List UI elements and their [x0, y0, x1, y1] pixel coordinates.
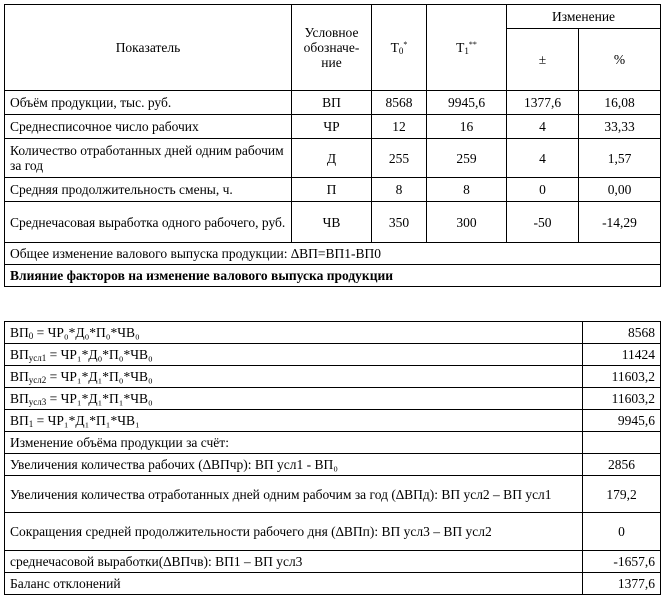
- balance-label: Баланс отклонений: [5, 573, 583, 595]
- row-t1: 16: [427, 115, 507, 139]
- factor-row: [5, 513, 661, 551]
- change-heading: Изменение объёма продукции за счёт:: [5, 432, 583, 454]
- row-name: Средняя продолжительность смены, ч.: [5, 178, 292, 202]
- table-row: [5, 91, 661, 115]
- formula-value: 9945,6: [583, 410, 661, 432]
- row-t1: 8: [427, 178, 507, 202]
- row-t0: 8: [372, 178, 427, 202]
- row-delta: 1377,6: [507, 91, 579, 115]
- formula-row: [5, 366, 661, 388]
- row-name: Среднесписочное число рабочих: [5, 115, 292, 139]
- formula-value: 11424: [583, 344, 661, 366]
- formula-value: 11603,2: [583, 388, 661, 410]
- header-percent: %: [579, 29, 661, 91]
- row-name: Количество отработанных дней одним рабочим за год: [5, 139, 292, 178]
- table-row: [5, 115, 661, 139]
- factor-row: [5, 476, 661, 513]
- row-name: Среднечасовая выработка одного рабочего, руб.: [5, 202, 292, 243]
- header-symbol: Условное обозначе-ние: [292, 5, 372, 91]
- row-t1: 300: [427, 202, 507, 243]
- factor-row: [5, 551, 661, 573]
- row-percent: 1,57: [579, 139, 661, 178]
- row-t0: 255: [372, 139, 427, 178]
- factors-heading: Влияние факторов на изменение валового выпуска продукции: [5, 265, 661, 287]
- formula-label: $ВП_{усл1} = ЧР_1*Д_0*П_0*ЧВ_0$: [5, 344, 583, 366]
- row-t1: 9945,6: [427, 91, 507, 115]
- header-indicator: Показатель: [5, 5, 292, 91]
- table-row: [5, 202, 661, 243]
- factor-analysis-table: [4, 321, 661, 595]
- row-percent: 0,00: [579, 178, 661, 202]
- row-percent: 16,08: [579, 91, 661, 115]
- row-t0: 350: [372, 202, 427, 243]
- total-change-row: Общее изменение валового выпуска продукции: ∆ВП=ВП1-ВП0: [5, 243, 661, 265]
- row-delta: -50: [507, 202, 579, 243]
- formula-label: $ВП_0 = ЧР_0*Д_0*П_0*ЧВ_0$: [5, 322, 583, 344]
- factor-value: 179,2: [583, 476, 661, 513]
- header-t0: $Т_0^*$: [372, 5, 427, 91]
- row-name: Объём продукции, тыс. руб.: [5, 91, 292, 115]
- row-symbol: ВП: [292, 91, 372, 115]
- row-t0: 8568: [372, 91, 427, 115]
- table-row: [5, 139, 661, 178]
- balance-value: 1377,6: [583, 573, 661, 595]
- row-symbol: ЧР: [292, 115, 372, 139]
- row-delta: 0: [507, 178, 579, 202]
- row-t1: 259: [427, 139, 507, 178]
- balance-row: [5, 573, 661, 595]
- formula-row: [5, 322, 661, 344]
- formula-label: $ВП_1 = ЧР_1*Д_1*П_1*ЧВ_1$: [5, 410, 583, 432]
- header-delta: ±: [507, 29, 579, 91]
- formula-row: [5, 344, 661, 366]
- factor-value: 0: [583, 513, 661, 551]
- formula-label: $ВП_{усл3} = ЧР_1*Д_1*П_1*ЧВ_0$: [5, 388, 583, 410]
- row-percent: 33,33: [579, 115, 661, 139]
- header-t1: $Т_1^{**}$: [427, 5, 507, 91]
- formula-row: [5, 388, 661, 410]
- factor-label: Сокращения средней продолжительности рабочего дня (∆ВПп): ВП усл3 – ВП усл2: [5, 513, 583, 551]
- row-delta: 4: [507, 139, 579, 178]
- empty-cell: [583, 432, 661, 454]
- row-symbol: ЧВ: [292, 202, 372, 243]
- factor-label: Увеличения количества рабочих (∆ВПчр): ВП усл1 - ВП₀: [5, 454, 583, 476]
- row-symbol: П: [292, 178, 372, 202]
- factor-label: Увеличения количества отработанных дней одним рабочим за год (∆ВПд): ВП усл2 – ВП усл1: [5, 476, 583, 513]
- row-percent: -14,29: [579, 202, 661, 243]
- row-symbol: Д: [292, 139, 372, 178]
- formula-label: $ВП_{усл2} = ЧР_1*Д_1*П_0*ЧВ_0$: [5, 366, 583, 388]
- row-t0: 12: [372, 115, 427, 139]
- factor-label: среднечасовой выработки(∆ВПчв): ВП1 – ВП усл3: [5, 551, 583, 573]
- factor-value: -1657,6: [583, 551, 661, 573]
- table-row: [5, 178, 661, 202]
- formula-value: 8568: [583, 322, 661, 344]
- formula-row: [5, 410, 661, 432]
- factor-value: 2856: [583, 454, 661, 476]
- factor-row: [5, 454, 661, 476]
- header-change: Изменение: [507, 5, 661, 29]
- row-delta: 4: [507, 115, 579, 139]
- indicators-table: [4, 4, 661, 287]
- formula-value: 11603,2: [583, 366, 661, 388]
